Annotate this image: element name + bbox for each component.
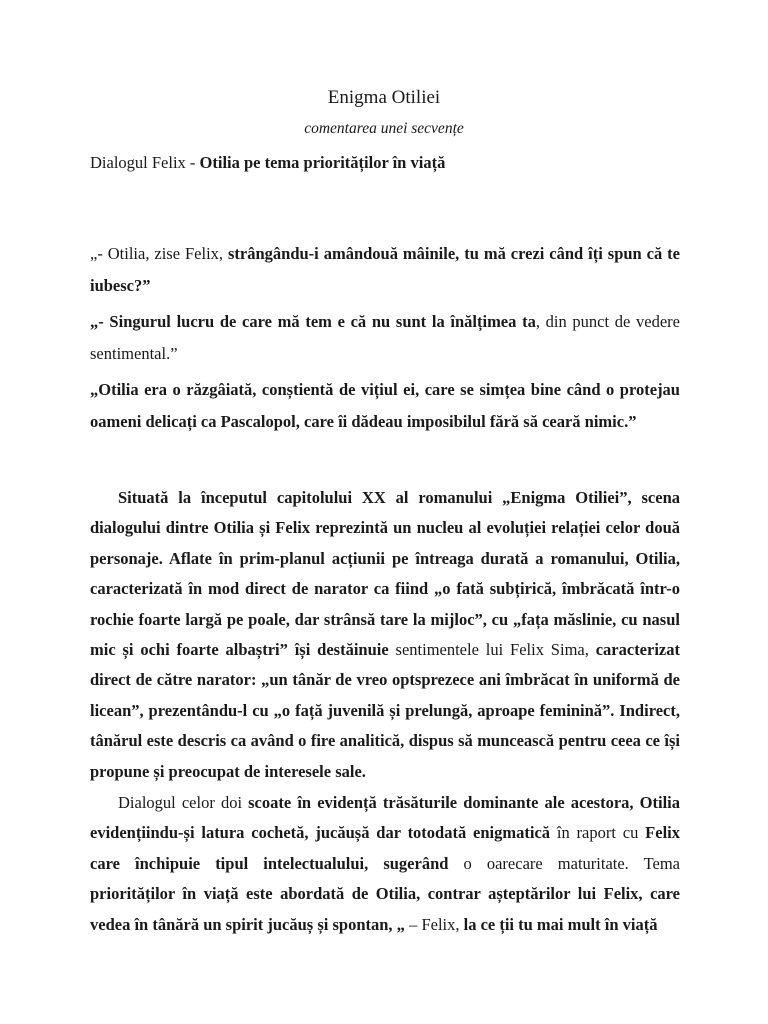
paragraph-text: o oarecare maturitate. Tema xyxy=(463,853,680,873)
paragraph-text: în raport cu xyxy=(556,823,646,843)
quote-3 xyxy=(90,374,680,438)
section-heading-prefix: Dialogul Felix - xyxy=(90,153,200,172)
paragraph-text: sentimentele lui Felix Sima, xyxy=(395,640,596,660)
paragraph-text: Situată la începutul capitolului XX al romanului „Enigma Otiliei”, scena dialogului dintre Otilia și Felix reprezintă un nucleu al evoluției relației celor două personaje. Aflate în prim-planul acțiunii pe întreaga durată a romanului, Otilia, caracterizată în mod direct de narator ca fiind „o fată subțirică, îmbrăcată într-o rochie foarte largă pe poale, dar strânsă tare la mijloc”, cu „fața măslinie, cu nasul mic și ochi foarte albaștri” își destăinuie xyxy=(90,488,680,660)
quote-text: „- Singurul lucru de care mă tem e că nu sunt la înălțimea ta xyxy=(90,312,536,331)
quote-1 xyxy=(90,238,680,302)
quote-text: „- Otilia, zise Felix, xyxy=(90,244,228,263)
paragraph-text: Dialogul celor doi xyxy=(118,793,249,812)
document-subtitle: comentarea unei secvențe xyxy=(304,120,464,137)
quote-text: strângându-i amândouă mâinile, tu mă crezi când îți spun că te iubesc?” xyxy=(90,244,680,295)
quote-2 xyxy=(90,306,680,370)
paragraph-text: scoate în evidență trăsăturile dominante ale acestora, Otilia evidențiindu-și latura cochetă, jucăușă dar totodată enigmatică xyxy=(90,793,680,843)
paragraph-text: caracterizat direct de către narator: „un tânăr de vreo optsprezece ani îmbrăcat în uniformă de licean”, prezentându-l cu „o față juvenilă și prelungă, aproape feminină”. Indirect, tânărul este descris ca având o fire analitică, dispus să muncească pentru ceea ce își propune și preocupat de interesele sale. xyxy=(90,640,680,781)
paragraph-text: Felix care închipuie tipul intelectualului, sugerând xyxy=(90,823,680,873)
body-paragraph-1 xyxy=(90,483,680,787)
section-heading xyxy=(90,152,445,174)
paragraph-text: – Felix, xyxy=(409,914,464,934)
quote-text: „Otilia era o răzgâiată, conștientă de vițiul ei, care se simțea bine când o protejau oameni delicați ca Pascalopol, care îi dădeau imposibilul fără să ceară nimic.” xyxy=(90,380,680,431)
paragraph-text: la ce ții tu mai mult în viață xyxy=(463,914,658,934)
body-paragraph-2 xyxy=(90,788,680,940)
quote-text: , din punct de vedere sentimental.” xyxy=(90,312,680,363)
document-title: Enigma Otiliei xyxy=(327,87,441,108)
section-heading-topic: Otilia pe tema priorităților în viață xyxy=(199,153,446,172)
paragraph-text: priorităților în viață este abordată de Otilia, contrar așteptărilor lui Felix, care vedea în tânără un spirit jucăuș și spontan, „ xyxy=(90,884,680,934)
